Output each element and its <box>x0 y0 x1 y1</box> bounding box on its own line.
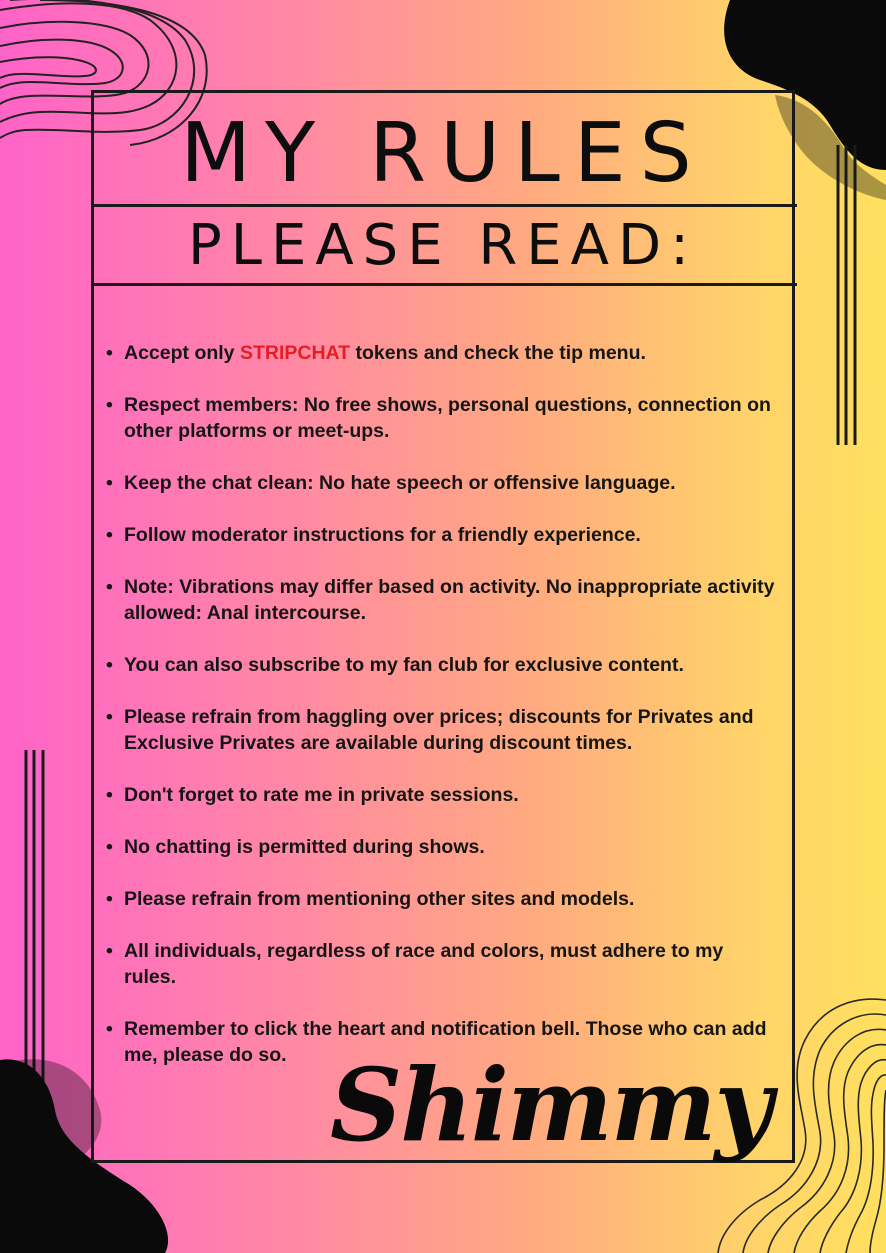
rule-item <box>106 340 778 366</box>
poster-subtitle: PLEASE READ: <box>188 213 698 278</box>
rule-item: • Respect members: No free shows, personal questions, connection on other platforms or meet-ups. <box>106 392 778 444</box>
vertical-lines-right <box>838 145 855 445</box>
rule-item: • All individuals, regardless of race and colors, must adhere to my rules. <box>106 938 778 990</box>
signature: Shimmy <box>330 1046 771 1164</box>
rule-item: • Keep the chat clean: No hate speech or offensive language. <box>106 470 778 496</box>
rule-item: • Follow moderator instructions for a friendly experience. <box>106 522 778 548</box>
brand-highlight: STRIPCHAT <box>239 342 351 364</box>
rule-item: • Note: Vibrations may differ based on activity. No inappropriate activity allowed: Anal intercourse. <box>106 574 778 626</box>
rule-item: • Remember to click the heart and notification bell. Those who can add me, please do so. <box>106 1016 778 1068</box>
title-divider-top <box>91 204 797 207</box>
rule-item: • Please refrain from haggling over prices; discounts for Privates and Exclusive Privates are available during discount times. <box>106 704 778 756</box>
rule-item: • You can also subscribe to my fan club for exclusive content. <box>106 652 778 678</box>
rule-item: • No chatting is permitted during shows. <box>106 834 778 860</box>
title-divider-bottom <box>91 283 797 286</box>
rules-list <box>106 340 778 1094</box>
rule-item: • Don't forget to rate me in private sessions. <box>106 782 778 808</box>
rule-text: tokens and check the tip menu. <box>350 342 646 364</box>
rule-text: Accept only <box>124 342 240 364</box>
vertical-lines-left <box>26 750 43 1090</box>
rule-item: • Please refrain from mentioning other sites and models. <box>106 886 778 912</box>
poster-title: MY RULES <box>180 106 706 201</box>
